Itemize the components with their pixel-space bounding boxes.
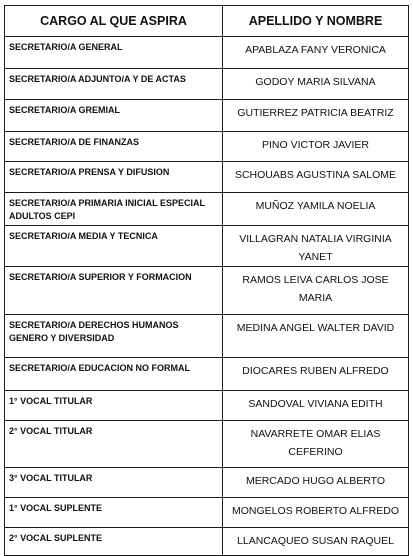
table-row	[5, 267, 409, 315]
nombre-cell: MERCADO HUGO ALBERTO	[223, 468, 409, 498]
cargo-cell: SECRETARIO/A SUPERIOR Y FORMACION	[5, 267, 223, 315]
table-row	[5, 315, 409, 358]
cargo-cell: SECRETARIO/A DE FINANZAS	[5, 132, 223, 162]
table-row	[5, 358, 409, 391]
nombre-cell: MONGELOS ROBERTO ALFREDO	[223, 498, 409, 528]
nombre-cell: SCHOUABS AGUSTINA SALOME	[223, 162, 409, 193]
cargo-cell: SECRETARIO/A PRIMARIA INICIAL ESPECIAL ADULTOS CEPI	[5, 193, 223, 226]
table-row	[5, 528, 409, 556]
cargo-cell: 2° VOCAL SUPLENTE	[5, 528, 223, 556]
nombre-cell: NAVARRETE OMAR ELIAS CEFERINO	[223, 421, 409, 468]
table-row	[5, 69, 409, 100]
cargo-cell: SECRETARIO/A EDUCACION NO FORMAL	[5, 358, 223, 391]
table-row	[5, 421, 409, 468]
table-row	[5, 193, 409, 226]
table-header-row	[5, 6, 409, 37]
table-row	[5, 498, 409, 528]
nombre-cell: GODOY MARIA SILVANA	[223, 69, 409, 100]
nombre-cell: VILLAGRAN NATALIA VIRGINIA YANET	[223, 226, 409, 267]
cargo-cell: SECRETARIO/A DERECHOS HUMANOS GENERO Y DIVERSIDAD	[5, 315, 223, 358]
table-row	[5, 391, 409, 421]
cargo-cell: 2° VOCAL TITULAR	[5, 421, 223, 468]
cargo-cell: 1° VOCAL SUPLENTE	[5, 498, 223, 528]
table-row	[5, 132, 409, 162]
cargo-cell: SECRETARIO/A GENERAL	[5, 37, 223, 69]
candidates-table	[4, 5, 409, 556]
nombre-cell: MUÑOZ YAMILA NOELIA	[223, 193, 409, 226]
nombre-cell: SANDOVAL VIVIANA EDITH	[223, 391, 409, 421]
table-row	[5, 162, 409, 193]
table-row	[5, 37, 409, 69]
header-cargo: CARGO AL QUE ASPIRA	[5, 6, 223, 37]
nombre-cell: LLANCAQUEO SUSAN RAQUEL	[223, 528, 409, 556]
cargo-cell: SECRETARIO/A ADJUNTO/A Y DE ACTAS	[5, 69, 223, 100]
nombre-cell: RAMOS LEIVA CARLOS JOSE MARIA	[223, 267, 409, 315]
table-row	[5, 100, 409, 132]
table-row	[5, 468, 409, 498]
nombre-cell: PINO VICTOR JAVIER	[223, 132, 409, 162]
cargo-cell: 3° VOCAL TITULAR	[5, 468, 223, 498]
cargo-cell: SECRETARIO/A MEDIA Y TECNICA	[5, 226, 223, 267]
nombre-cell: MEDINA ANGEL WALTER DAVID	[223, 315, 409, 358]
cargo-cell: SECRETARIO/A PRENSA Y DIFUSION	[5, 162, 223, 193]
nombre-cell: DIOCARES RUBEN ALFREDO	[223, 358, 409, 391]
table-row	[5, 226, 409, 267]
nombre-cell: APABLAZA FANY VERONICA	[223, 37, 409, 69]
cargo-cell: 1° VOCAL TITULAR	[5, 391, 223, 421]
nombre-cell: GUTIERREZ PATRICIA BEATRIZ	[223, 100, 409, 132]
header-nombre: APELLIDO Y NOMBRE	[223, 6, 409, 37]
cargo-cell: SECRETARIO/A GREMIAL	[5, 100, 223, 132]
